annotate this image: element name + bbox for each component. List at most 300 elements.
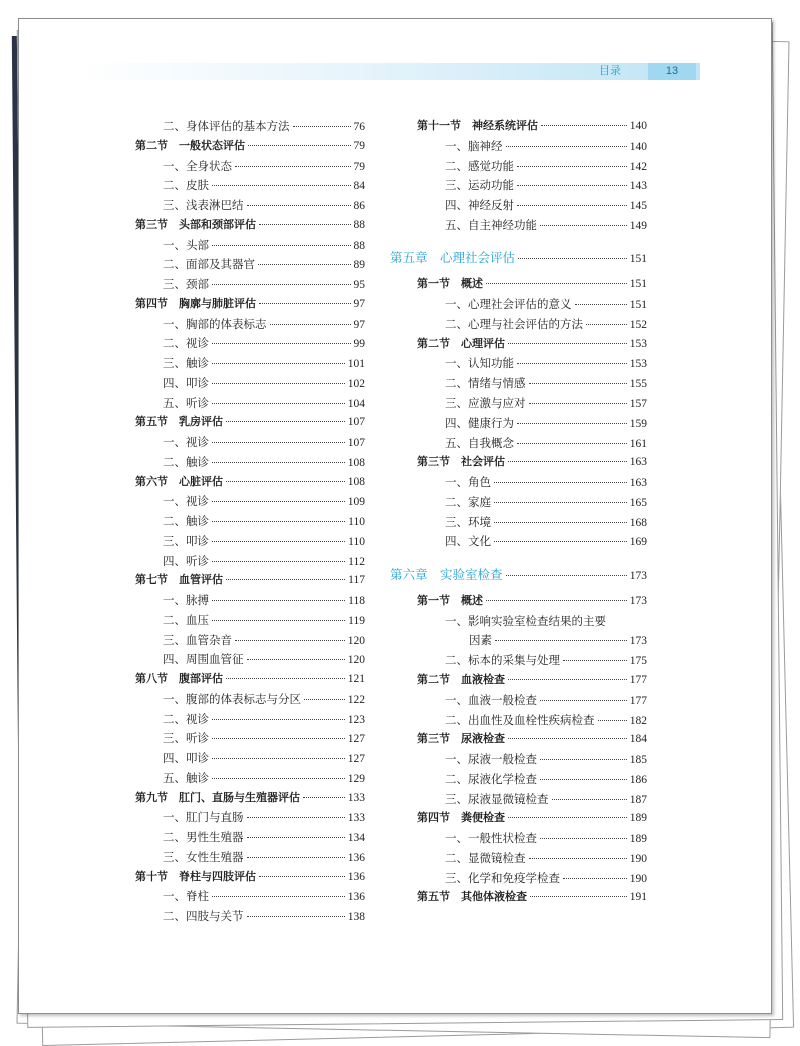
toc-page-number: 101 <box>347 358 365 370</box>
toc-section-entry <box>135 475 365 489</box>
toc-entry <box>163 613 365 627</box>
toc-entry-title: 二、视诊 <box>163 711 209 726</box>
toc-leader-dots <box>212 561 345 562</box>
toc-entry <box>445 831 647 845</box>
toc-leader-dots <box>212 620 345 621</box>
toc-entry-title: 二、视诊 <box>163 336 209 351</box>
toc-page-number: 99 <box>353 338 365 351</box>
toc-leader-dots <box>259 876 345 877</box>
toc-entry-title: 四、健康行为 <box>445 415 514 430</box>
toc-entry-title: 三、浅表淋巴结 <box>163 198 244 212</box>
toc-page-number: 169 <box>629 536 647 549</box>
toc-page-number: 155 <box>629 378 647 391</box>
toc-entry-title: 第二节 心理评估 <box>417 336 505 350</box>
toc-leader-dots <box>226 678 345 679</box>
toc-leader-dots <box>212 403 345 404</box>
toc-leader-dots <box>506 575 627 576</box>
toc-page-number: 108 <box>347 475 365 488</box>
toc-entry <box>445 871 647 885</box>
toc-entry-title: 二、身体评估的基本方法 <box>163 119 290 133</box>
toc-entry-title: 一、视诊 <box>163 435 209 449</box>
toc-page-number: 143 <box>629 180 647 193</box>
toc-leader-dots <box>212 778 345 779</box>
toc-entry-title: 第二节 血液检查 <box>417 673 505 687</box>
toc-entry-title: 二、触诊 <box>163 454 209 469</box>
toc-entry <box>163 810 365 824</box>
toc-entry <box>163 396 365 410</box>
toc-entry <box>445 218 647 232</box>
toc-entry-title: 第十节 脊柱与四肢评估 <box>135 869 256 883</box>
toc-page-number: 88 <box>353 218 365 231</box>
toc-section-entry <box>417 455 647 469</box>
toc-entry <box>163 771 365 785</box>
toc-entry <box>445 752 647 766</box>
toc-page-number: 108 <box>347 456 365 469</box>
toc-page-number: 151 <box>629 299 647 312</box>
toc-leader-dots <box>494 502 627 503</box>
toc-entry <box>163 534 365 548</box>
toc-leader-dots <box>506 146 627 147</box>
toc-section-entry <box>417 890 647 904</box>
toc-leader-dots <box>212 442 345 443</box>
toc-entry-title: 第六章 实验室检查 <box>390 566 503 582</box>
toc-entry <box>163 751 365 765</box>
toc-entry-title: 第三节 尿液检查 <box>417 732 505 746</box>
toc-leader-dots <box>259 224 351 225</box>
toc-leader-dots <box>540 225 627 226</box>
toc-leader-dots <box>226 481 345 482</box>
toc-entry <box>445 139 647 153</box>
toc-leader-dots <box>540 779 627 780</box>
toc-page-number: 153 <box>629 337 647 350</box>
toc-entry-title: 一、脑神经 <box>445 138 503 153</box>
toc-leader-dots <box>517 443 627 444</box>
toc-leader-dots <box>494 541 627 542</box>
toc-entry-title: 三、血管杂音 <box>163 632 232 647</box>
toc-leader-dots <box>508 461 627 462</box>
toc-entry-title: 三、运动功能 <box>445 178 514 193</box>
toc-page-number: 107 <box>347 416 365 429</box>
toc-entry-title: 第二节 一般状态评估 <box>135 138 245 152</box>
toc-entry <box>163 376 365 390</box>
toc-entry-title: 二、面部及其器官 <box>163 257 255 272</box>
toc-entry <box>163 850 365 864</box>
toc-page-number: 95 <box>353 279 365 291</box>
toc-leader-dots <box>495 640 627 641</box>
toc-entry <box>445 178 647 192</box>
toc-leader-dots <box>247 205 351 206</box>
toc-page-number: 138 <box>347 911 365 923</box>
toc-section-entry <box>417 277 647 291</box>
toc-entry <box>163 554 365 568</box>
toc-page-number: 153 <box>629 358 647 371</box>
toc-page-number: 187 <box>629 793 647 806</box>
toc-entry-title: 一、角色 <box>445 475 491 490</box>
toc-leader-dots <box>212 600 345 601</box>
toc-leader-dots <box>529 403 627 404</box>
toc-page-number: 163 <box>629 456 647 469</box>
toc-leader-dots <box>247 916 345 917</box>
toc-entry-title: 三、应激与应对 <box>445 396 526 410</box>
toc-entry-title: 第四节 胸廓与肺脏评估 <box>135 296 256 310</box>
toc-page-number: 76 <box>353 121 365 133</box>
toc-section-entry <box>417 673 647 687</box>
toc-page-number: 134 <box>347 832 365 844</box>
toc-leader-dots <box>212 245 351 246</box>
toc-entry <box>445 515 647 529</box>
toc-entry-title: 三、化学和免疫学检查 <box>445 870 560 885</box>
toc-entry-title: 二、情绪与情感 <box>445 376 526 391</box>
toc-page-number: 133 <box>347 812 365 825</box>
toc-leader-dots <box>247 837 345 838</box>
toc-entry <box>163 317 365 331</box>
toc-entry <box>163 652 365 666</box>
toc-leader-dots <box>270 324 351 325</box>
toc-entry-title: 第一节 概述 <box>417 593 483 607</box>
toc-leader-dots <box>304 699 345 700</box>
toc-page-number: 173 <box>629 594 647 607</box>
toc-page-number: 151 <box>629 278 647 291</box>
toc-leader-dots <box>248 145 351 146</box>
toc-entry-title: 四、叩诊 <box>163 751 209 765</box>
toc-entry-title: 第九节 肛门、直肠与生殖器评估 <box>135 790 300 804</box>
toc-entry-title: 三、触诊 <box>163 356 209 370</box>
toc-page-number: 107 <box>347 437 365 449</box>
toc-entry-title: 第四节 粪便检查 <box>417 811 505 825</box>
toc-entry-title: 一、肛门与直肠 <box>163 810 244 825</box>
toc-page-number: 127 <box>347 753 365 765</box>
toc-page-number: 79 <box>353 160 365 173</box>
toc-leader-dots <box>529 858 627 859</box>
toc-entry <box>469 633 647 647</box>
toc-leader-dots <box>540 700 627 701</box>
toc-page-number: 102 <box>347 377 365 390</box>
toc-leader-dots <box>235 166 351 167</box>
toc-entry-title: 二、标本的采集与处理 <box>445 653 560 668</box>
toc-leader-dots <box>212 541 345 542</box>
toc-page-number: 168 <box>629 516 647 529</box>
toc-page-number: 142 <box>629 160 647 173</box>
toc-chapter-entry <box>390 251 647 265</box>
toc-leader-dots <box>517 363 627 364</box>
toc-entry <box>445 297 647 311</box>
toc-leader-dots <box>212 896 345 897</box>
toc-page-number: 136 <box>347 851 365 864</box>
toc-page-number: 86 <box>353 200 365 212</box>
toc-entry-title: 二、尿液化学检查 <box>445 771 537 786</box>
toc-entry-title: 五、自我概念 <box>445 435 514 450</box>
toc-entry <box>445 713 647 727</box>
toc-page-number: 97 <box>353 297 365 310</box>
toc-entry <box>163 238 365 252</box>
toc-section-entry <box>135 415 365 429</box>
toc-page-number: 173 <box>629 635 647 648</box>
toc-leader-dots <box>212 738 345 739</box>
running-header-label: 目录 <box>599 65 621 77</box>
toc-entry-title: 第五节 乳房评估 <box>135 415 223 429</box>
toc-entry <box>445 851 647 865</box>
toc-entry <box>445 317 647 331</box>
toc-entry-title: 第五节 其他体液检查 <box>417 890 527 904</box>
toc-entry <box>163 198 365 212</box>
toc-entry-title: 一、腹部的体表标志与分区 <box>163 691 301 706</box>
toc-chapter-entry <box>390 568 647 582</box>
toc-page-number: 112 <box>348 555 365 568</box>
toc-leader-dots <box>586 324 627 325</box>
toc-entry <box>445 159 647 173</box>
toc-leader-dots <box>235 640 345 641</box>
toc-entry-title: 第一节 概述 <box>417 277 483 291</box>
toc-page-number: 177 <box>629 694 647 707</box>
toc-entry-title: 四、听诊 <box>163 553 209 568</box>
toc-leader-dots <box>212 383 345 384</box>
toc-entry-title: 二、皮肤 <box>163 178 209 193</box>
toc-page-number: 133 <box>347 791 365 804</box>
toc-entry-title: 一、胸部的体表标志 <box>163 316 267 331</box>
toc-page-number: 127 <box>347 733 365 746</box>
toc-leader-dots <box>303 797 345 798</box>
toc-page-number: 186 <box>629 773 647 786</box>
toc-leader-dots <box>293 126 351 127</box>
toc-entry-title: 二、触诊 <box>163 514 209 528</box>
toc-page-number: 190 <box>629 872 647 885</box>
toc-entry <box>445 653 647 667</box>
toc-page-number: 151 <box>629 253 647 266</box>
toc-page-number: 118 <box>348 595 365 607</box>
toc-entry <box>445 436 647 450</box>
toc-entry <box>445 772 647 786</box>
toc-section-entry <box>135 791 365 805</box>
toc-entry <box>163 119 365 133</box>
toc-leader-dots <box>540 759 627 760</box>
toc-entry <box>163 514 365 528</box>
toc-section-entry <box>417 594 647 608</box>
toc-entry-title: 二、四肢与关节 <box>163 909 244 923</box>
toc-leader-dots <box>212 343 351 344</box>
toc-entry <box>163 830 365 844</box>
toc-entry-title: 二、感觉功能 <box>445 158 514 173</box>
toc-leader-dots <box>212 719 345 720</box>
toc-leader-dots <box>486 283 627 284</box>
toc-section-entry <box>135 139 365 153</box>
toc-section-entry <box>135 297 365 311</box>
toc-entry-title: 一、认知功能 <box>445 356 514 371</box>
toc-leader-dots <box>486 600 627 601</box>
toc-entry-title: 第八节 腹部评估 <box>135 672 223 685</box>
toc-leader-dots <box>212 758 345 759</box>
toc-leader-dots <box>552 799 627 800</box>
toc-leader-dots <box>212 363 345 364</box>
toc-entry-title: 二、家庭 <box>445 494 491 509</box>
toc-entry <box>445 416 647 430</box>
toc-page-number: 89 <box>353 259 365 272</box>
toc-leader-dots <box>247 857 345 858</box>
toc-page-number: 182 <box>629 714 647 727</box>
toc-entry-title: 一、头部 <box>163 237 209 252</box>
toc-entry-title: 因素 <box>469 633 492 648</box>
toc-entry-title: 一、一般性状检查 <box>445 831 537 846</box>
toc-entry <box>163 178 365 192</box>
toc-section-entry <box>135 870 365 884</box>
toc-page-number: 165 <box>629 496 647 509</box>
page-number: 13 <box>648 63 696 80</box>
toc-entry-title: 第五章 心理社会评估 <box>390 250 516 266</box>
toc-page-number: 121 <box>347 673 365 685</box>
toc-page-number: 79 <box>353 139 365 152</box>
toc-leader-dots <box>541 125 627 126</box>
toc-page-number: 123 <box>347 713 365 726</box>
toc-leader-dots <box>494 522 627 523</box>
toc-entry-title: 一、影响实验室检查结果的主要 <box>445 613 606 628</box>
toc-entry <box>163 336 365 350</box>
toc-entry-title: 五、自主神经功能 <box>445 217 537 232</box>
toc-page <box>18 18 772 1014</box>
toc-page-number: 177 <box>629 674 647 687</box>
toc-section-entry <box>417 732 647 746</box>
toc-entry-title: 第十一节 神经系统评估 <box>417 119 538 132</box>
toc-page-number: 189 <box>629 812 647 825</box>
toc-leader-dots <box>508 817 627 818</box>
toc-entry <box>163 909 365 923</box>
toc-page-number: 140 <box>629 120 647 132</box>
toc-section-entry <box>135 218 365 232</box>
toc-page-number: 189 <box>629 833 647 846</box>
toc-entry <box>163 633 365 647</box>
toc-leader-dots <box>247 817 345 818</box>
toc-leader-dots <box>517 205 627 206</box>
toc-page-number: 184 <box>629 733 647 746</box>
toc-page-number: 110 <box>348 535 365 548</box>
toc-page-number: 173 <box>629 569 647 582</box>
toc-entry <box>445 198 647 212</box>
toc-entry-title: 五、听诊 <box>163 395 209 410</box>
toc-entry <box>445 475 647 489</box>
toc-page-number: 136 <box>347 870 365 883</box>
toc-page-number: 110 <box>348 516 365 528</box>
toc-page-number: 161 <box>629 437 647 450</box>
toc-leader-dots <box>508 738 627 739</box>
toc-entry <box>445 693 647 707</box>
toc-entry <box>445 356 647 370</box>
toc-page-number: 104 <box>347 397 365 410</box>
toc-entry-title: 三、颈部 <box>163 277 209 291</box>
toc-entry-title: 一、脉搏 <box>163 593 209 607</box>
toc-entry-title: 一、血液一般检查 <box>445 692 537 707</box>
toc-entry-title: 第七节 血管评估 <box>135 573 223 587</box>
toc-leader-dots <box>563 660 627 661</box>
toc-entry-title: 四、叩诊 <box>163 375 209 390</box>
toc-page-number: 120 <box>347 654 365 667</box>
toc-entry-title: 第六节 心脏评估 <box>135 474 223 488</box>
toc-page-number: 97 <box>353 318 365 331</box>
toc-entry-title: 第三节 头部和颈部评估 <box>135 217 256 231</box>
toc-entry <box>445 396 647 410</box>
toc-leader-dots <box>494 482 627 483</box>
toc-entry-title: 三、听诊 <box>163 731 209 746</box>
toc-entry <box>163 356 365 370</box>
toc-leader-dots <box>226 421 345 422</box>
toc-page-number: 145 <box>629 200 647 213</box>
toc-page-number: 157 <box>629 398 647 410</box>
toc-entry-title: 二、显微镜检查 <box>445 850 526 865</box>
toc-leader-dots <box>530 896 627 897</box>
toc-page-number: 140 <box>629 140 647 153</box>
toc-page-number: 122 <box>347 693 365 706</box>
toc-page-number: 129 <box>347 772 365 785</box>
toc-leader-dots <box>563 878 627 879</box>
toc-entry-title: 二、血压 <box>163 612 209 627</box>
toc-section-entry <box>417 337 647 351</box>
toc-entry-title: 一、全身状态 <box>163 158 232 173</box>
toc-entry <box>163 494 365 508</box>
toc-entry-title: 二、心理与社会评估的方法 <box>445 316 583 331</box>
toc-page-number: 120 <box>347 634 365 647</box>
toc-entry-title: 一、脊柱 <box>163 889 209 904</box>
toc-section-entry <box>135 573 365 587</box>
toc-page-number: 119 <box>348 614 365 627</box>
toc-leader-dots <box>508 343 627 344</box>
toc-entry <box>163 593 365 607</box>
toc-entry-title: 第三节 社会评估 <box>417 455 505 469</box>
toc-page-number: 88 <box>353 239 365 252</box>
toc-entry-title: 一、尿液一般检查 <box>445 752 537 767</box>
toc-page-number: 190 <box>629 852 647 865</box>
toc-page-number: 136 <box>347 891 365 904</box>
toc-leader-dots <box>258 264 351 265</box>
toc-entry-title: 四、文化 <box>445 534 491 549</box>
toc-entry-title: 三、叩诊 <box>163 533 209 548</box>
toc-entry-title: 二、出血性及血栓性疾病检查 <box>445 712 595 727</box>
toc-leader-dots <box>540 838 627 839</box>
toc-page-number: 185 <box>629 754 647 767</box>
toc-page-number: 109 <box>347 496 365 509</box>
toc-leader-dots <box>517 423 627 424</box>
toc-page-number: 191 <box>629 891 647 904</box>
toc-entry <box>163 159 365 173</box>
toc-leader-dots <box>517 166 627 167</box>
toc-entry <box>163 277 365 291</box>
toc-section-entry <box>135 672 365 686</box>
toc-entry <box>163 257 365 271</box>
toc-entry-title: 四、神经反射 <box>445 198 514 213</box>
toc-entry <box>445 534 647 548</box>
toc-section-entry <box>417 119 647 133</box>
toc-entry-title: 一、心理社会评估的意义 <box>445 297 572 312</box>
toc-entry <box>163 692 365 706</box>
toc-page-number: 163 <box>629 477 647 490</box>
toc-page-number: 175 <box>629 655 647 668</box>
toc-entry <box>163 455 365 469</box>
toc-leader-dots <box>508 679 627 680</box>
toc-entry-title: 三、环境 <box>445 514 491 529</box>
toc-page-number: 84 <box>353 180 365 193</box>
toc-leader-dots <box>529 383 627 384</box>
toc-leader-dots <box>212 284 351 285</box>
toc-entry <box>445 376 647 390</box>
toc-leader-dots <box>226 579 345 580</box>
toc-section-entry <box>417 811 647 825</box>
toc-entry-title: 一、视诊 <box>163 494 209 509</box>
toc-page-number: 152 <box>629 318 647 331</box>
toc-leader-dots <box>212 501 345 502</box>
toc-leader-dots <box>247 659 345 660</box>
toc-leader-dots <box>212 521 345 522</box>
toc-page-number: 149 <box>629 219 647 232</box>
toc-entry-title: 四、周围血管征 <box>163 652 244 667</box>
toc-leader-dots <box>575 304 627 305</box>
toc-entry <box>163 889 365 903</box>
toc-page-number: 159 <box>629 417 647 430</box>
